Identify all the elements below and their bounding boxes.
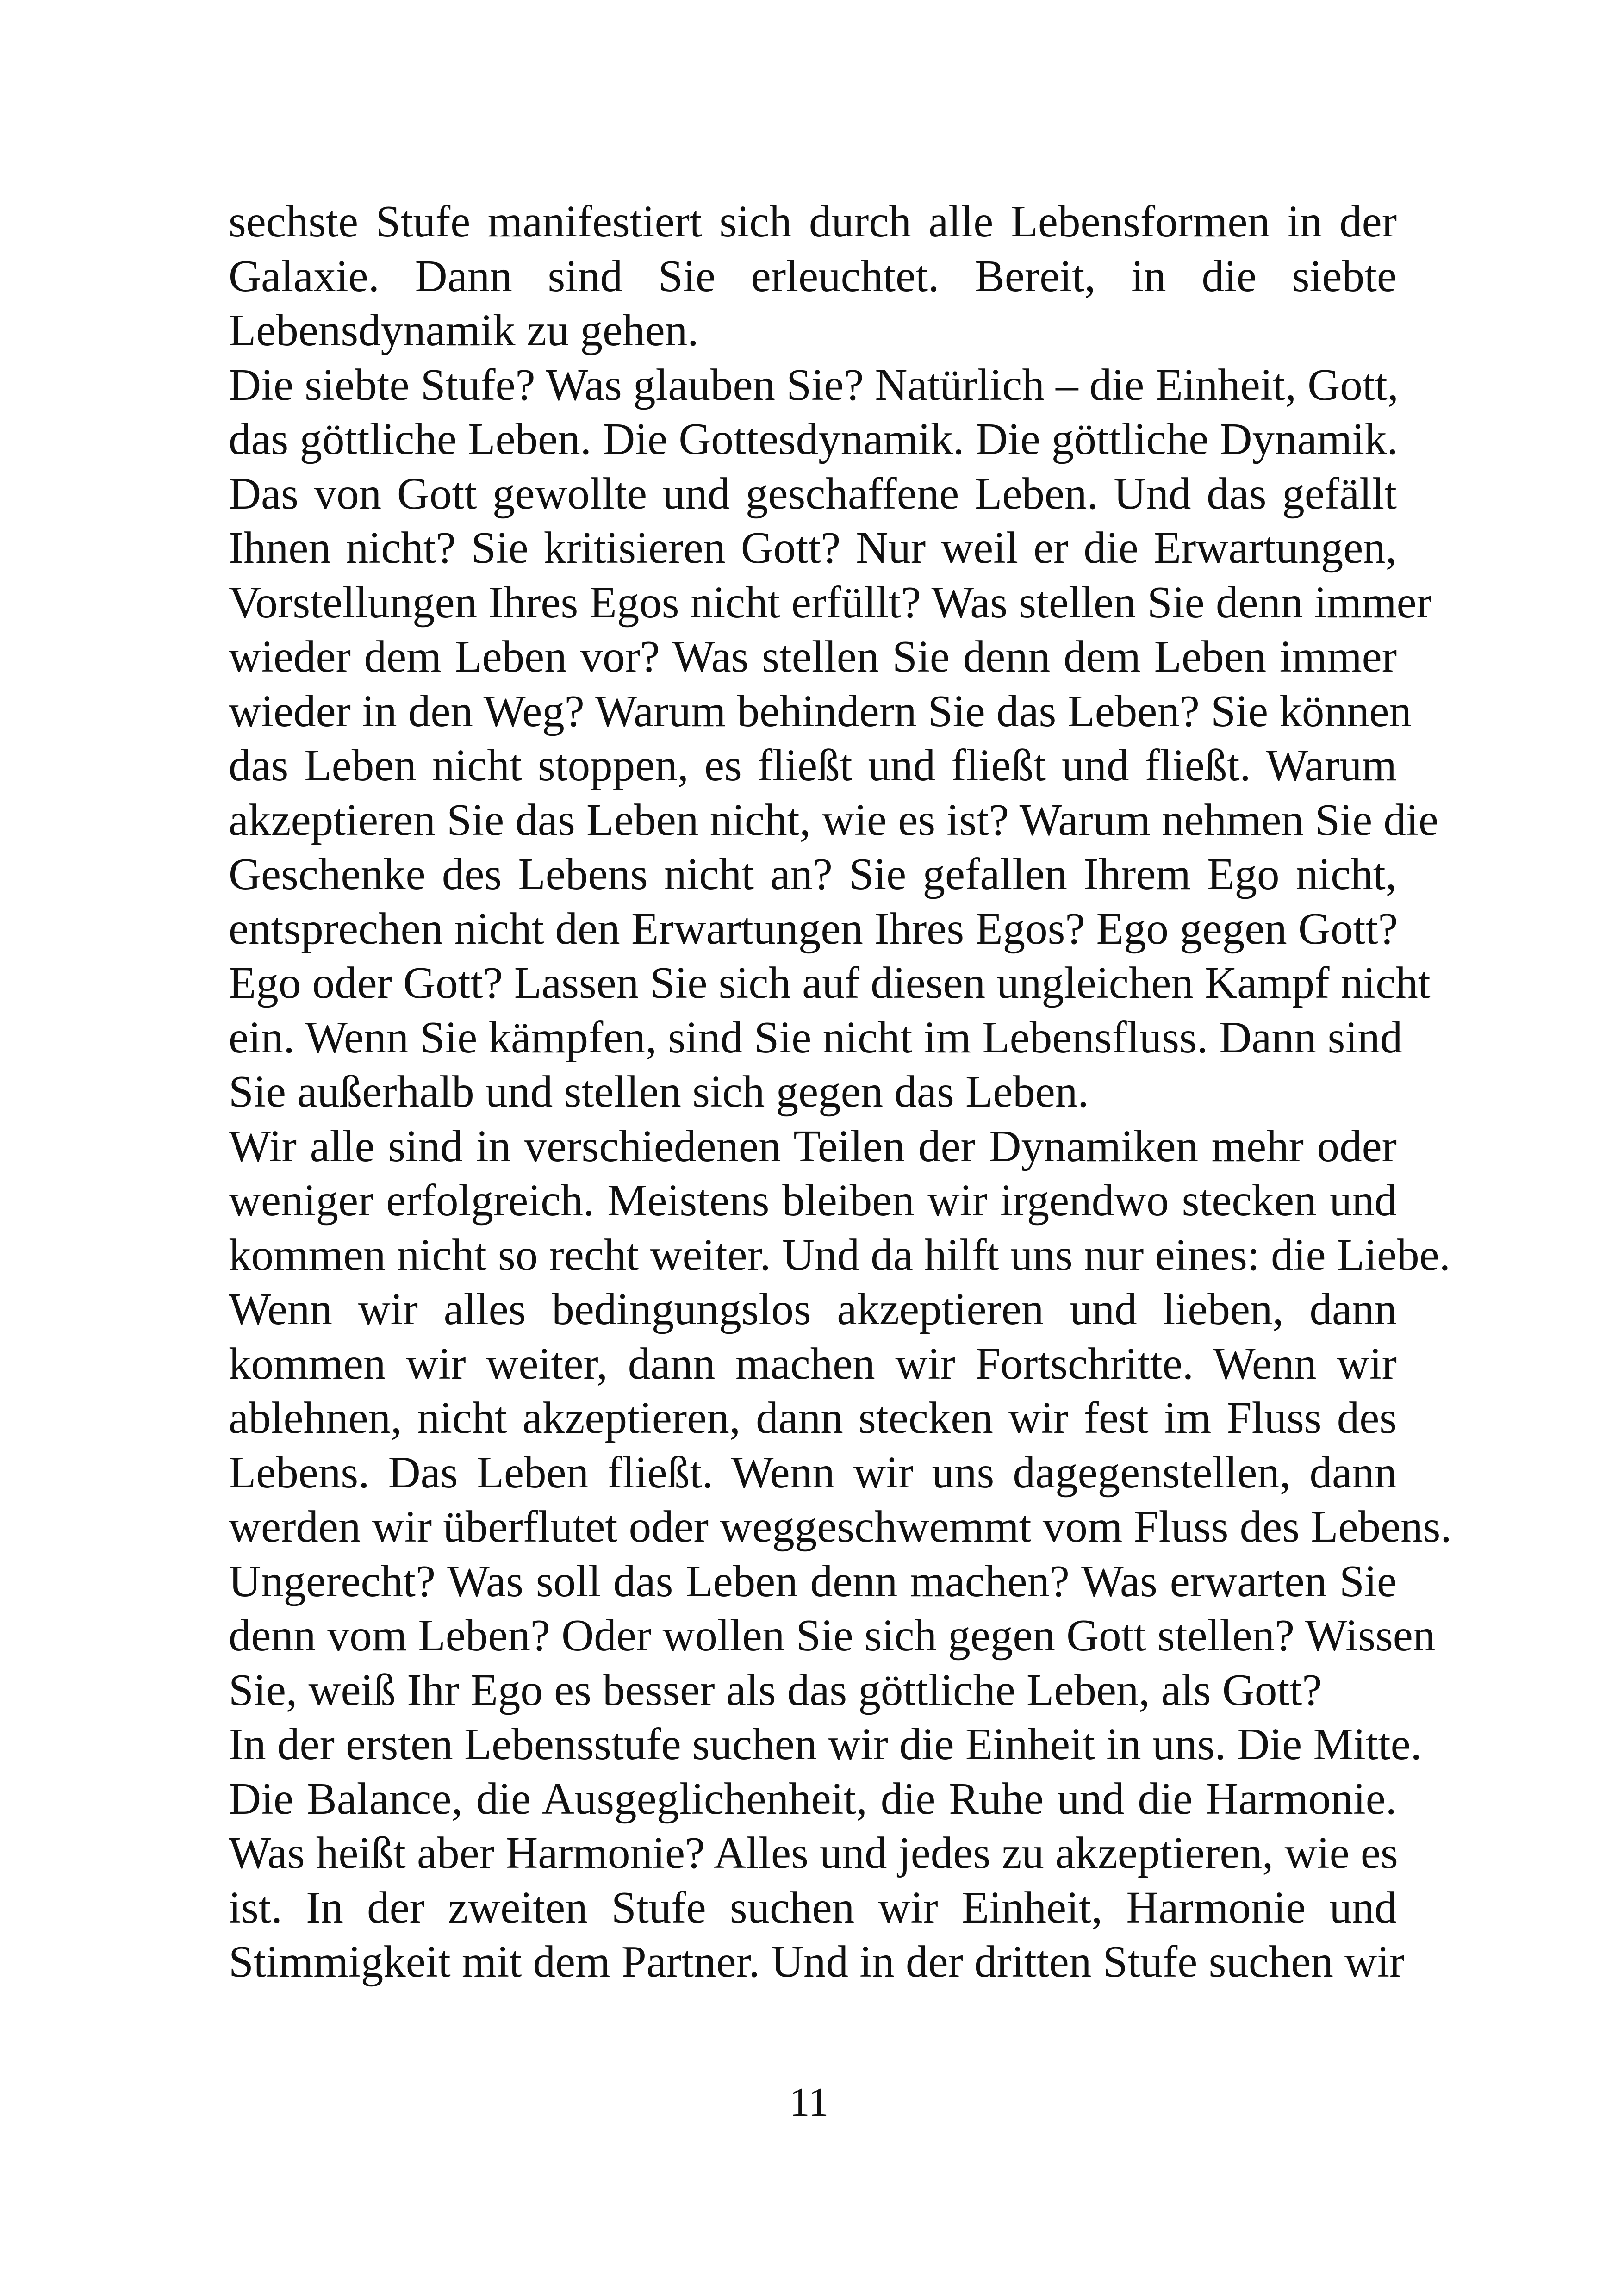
text-line: akzeptieren Sie das Leben nicht, wie es ist? Warum nehmen Sie die [229,795,1438,845]
page-number: 11 [789,2080,829,2125]
text-line: Galaxie. Dann sind Sie erleuchtet. Bereit, in die siebte [229,251,1397,301]
text-line: Stimmigkeit mit dem Partner. Und in der dritten Stufe suchen wir [229,1937,1405,1986]
text-line: kommen nicht so recht weiter. Und da hilft uns nur eines: die Liebe. [229,1230,1450,1280]
text-line: entsprechen nicht den Erwartungen Ihres Egos? Ego gegen Gott? [229,903,1398,953]
text-line: ablehnen, nicht akzeptieren, dann stecken wir fest im Fluss des [229,1393,1397,1443]
text-line: Sie außerhalb und stellen sich gegen das Leben. [229,1067,1089,1116]
text-line: sechste Stufe manifestiert sich durch alle Lebensformen in der [229,197,1397,246]
text-line: das göttliche Leben. Die Gottesdynamik. Die göttliche Dynamik. [229,414,1398,464]
text-line: Vorstellungen Ihres Egos nicht erfüllt? Was stellen Sie denn immer [229,577,1431,627]
text-line: Ego oder Gott? Lassen Sie sich auf diesen ungleichen Kampf nicht [229,958,1431,1008]
text-line: In der ersten Lebensstufe suchen wir die Einheit in uns. Die Mitte. [229,1719,1422,1769]
text-line: denn vom Leben? Oder wollen Sie sich gegen Gott stellen? Wissen [229,1611,1436,1660]
text-line: Geschenke des Lebens nicht an? Sie gefallen Ihrem Ego nicht, [229,849,1397,899]
text-line: Lebens. Das Leben fließt. Wenn wir uns dagegenstellen, dann [229,1447,1397,1497]
text-line: Was heißt aber Harmonie? Alles und jedes zu akzeptieren, wie es [229,1828,1398,1878]
text-line: kommen wir weiter, dann machen wir Fortschritte. Wenn wir [229,1338,1397,1388]
text-line: Das von Gott gewollte und geschaffene Leben. Und das gefällt [229,468,1397,518]
text-line: wieder in den Weg? Warum behindern Sie das Leben? Sie können [229,686,1412,736]
text-line: das Leben nicht stoppen, es fließt und fließt und fließt. Warum [229,740,1397,790]
text-line: Wir alle sind in verschiedenen Teilen der Dynamiken mehr oder [229,1121,1397,1171]
body-text [229,194,1452,1989]
text-line: ist. In der zweiten Stufe suchen wir Einheit, Harmonie und [229,1882,1397,1932]
text-line: werden wir überflutet oder weggeschwemmt vom Fluss des Lebens. [229,1502,1452,1551]
text-line: Ihnen nicht? Sie kritisieren Gott? Nur weil er die Erwartungen, [229,523,1397,572]
text-line: Die siebte Stufe? Was glauben Sie? Natürlich – die Einheit, Gott, [229,360,1399,410]
text-line: wieder dem Leben vor? Was stellen Sie denn dem Leben immer [229,632,1397,681]
text-line: Ungerecht? Was soll das Leben denn machen? Was erwarten Sie [229,1556,1397,1606]
text-line: Sie, weiß Ihr Ego es besser als das göttliche Leben, als Gott? [229,1665,1322,1715]
text-line: Die Balance, die Ausgeglichenheit, die Ruhe und die Harmonie. [229,1773,1397,1823]
text-line: Lebensdynamik zu gehen. [229,305,699,355]
text-line: Wenn wir alles bedingungslos akzeptieren und lieben, dann [229,1284,1397,1334]
text-line: ein. Wenn Sie kämpfen, sind Sie nicht im Lebensfluss. Dann sind [229,1012,1403,1062]
text-line: weniger erfolgreich. Meistens bleiben wir irgendwo stecken und [229,1176,1397,1225]
